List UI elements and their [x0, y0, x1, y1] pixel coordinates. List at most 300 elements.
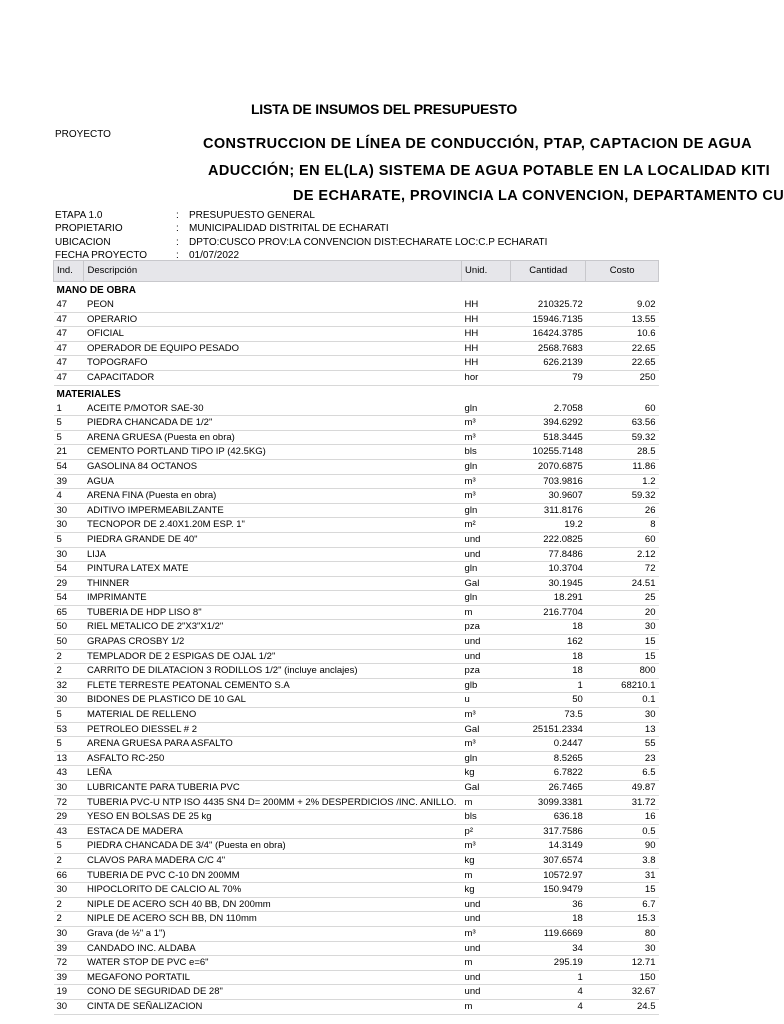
- cell-ind: 47: [54, 356, 84, 371]
- cell-descripcion: CAPACITADOR: [84, 370, 462, 385]
- table-row: [54, 970, 659, 985]
- table-body: [54, 282, 659, 1015]
- cell-cantidad: 317.7586: [511, 824, 586, 839]
- cell-descripcion: GRAPAS CROSBY 1/2: [84, 635, 462, 650]
- cell-descripcion: OPERADOR DE EQUIPO PESADO: [84, 341, 462, 356]
- cell-costo: 250: [586, 370, 659, 385]
- cell-cantidad: 4: [511, 985, 586, 1000]
- cell-descripcion: OPERARIO: [84, 312, 462, 327]
- cell-descripcion: ARENA FINA (Puesta en obra): [84, 489, 462, 504]
- cell-costo: 30: [586, 620, 659, 635]
- cell-descripcion: CARRITO DE DILATACION 3 RODILLOS 1/2" (incluye anclajes): [84, 664, 462, 679]
- cell-costo: 16: [586, 810, 659, 825]
- cell-descripcion: TUBERIA DE HDP LISO 8": [84, 605, 462, 620]
- cell-ind: 47: [54, 298, 84, 312]
- cell-ind: 30: [54, 781, 84, 796]
- cell-costo: 1.2: [586, 474, 659, 489]
- table-row: [54, 941, 659, 956]
- table-row: [54, 737, 659, 752]
- table-row: [54, 620, 659, 635]
- cell-costo: 28.5: [586, 445, 659, 460]
- cell-cantidad: 1: [511, 970, 586, 985]
- cell-costo: 24.51: [586, 576, 659, 591]
- cell-costo: 15: [586, 883, 659, 898]
- cell-ind: 30: [54, 518, 84, 533]
- cell-costo: 12.71: [586, 956, 659, 971]
- cell-ind: 29: [54, 810, 84, 825]
- cell-costo: 60: [586, 402, 659, 416]
- cell-cantidad: 8.5265: [511, 751, 586, 766]
- cell-costo: 31: [586, 868, 659, 883]
- cell-cantidad: 18: [511, 620, 586, 635]
- cell-ind: 53: [54, 722, 84, 737]
- cell-unid: und: [462, 897, 511, 912]
- cell-ind: 4: [54, 489, 84, 504]
- cell-unid: m³: [462, 839, 511, 854]
- table-row: [54, 635, 659, 650]
- cell-costo: 23: [586, 751, 659, 766]
- cell-cantidad: 222.0825: [511, 532, 586, 547]
- cell-descripcion: THINNER: [84, 576, 462, 591]
- table-row: [54, 693, 659, 708]
- cell-costo: 59.32: [586, 430, 659, 445]
- cell-cantidad: 19.2: [511, 518, 586, 533]
- cell-costo: 15.3: [586, 912, 659, 927]
- cell-descripcion: ARENA GRUESA PARA ASFALTO: [84, 737, 462, 752]
- cell-descripcion: CLAVOS PARA MADERA C/C 4": [84, 853, 462, 868]
- table-row: [54, 824, 659, 839]
- cell-costo: 63.56: [586, 416, 659, 431]
- cell-ind: 39: [54, 941, 84, 956]
- cell-unid: HH: [462, 298, 511, 312]
- cell-cantidad: 4: [511, 999, 586, 1014]
- cell-costo: 3.8: [586, 853, 659, 868]
- cell-cantidad: 636.18: [511, 810, 586, 825]
- cell-costo: 90: [586, 839, 659, 854]
- cell-cantidad: 518.3445: [511, 430, 586, 445]
- cell-costo: 800: [586, 664, 659, 679]
- cell-ind: 47: [54, 312, 84, 327]
- cell-unid: m³: [462, 708, 511, 723]
- cell-descripcion: NIPLE DE ACERO SCH 40 BB, DN 200mm: [84, 897, 462, 912]
- cell-cantidad: 394.6292: [511, 416, 586, 431]
- cell-cantidad: 162: [511, 635, 586, 650]
- cell-descripcion: PETROLEO DIESSEL # 2: [84, 722, 462, 737]
- cell-descripcion: RIEL METALICO DE 2"X3"X1/2": [84, 620, 462, 635]
- cell-costo: 13: [586, 722, 659, 737]
- table-row: [54, 722, 659, 737]
- cell-unid: bls: [462, 810, 511, 825]
- cell-unid: kg: [462, 766, 511, 781]
- table-row: [54, 853, 659, 868]
- cell-costo: 11.86: [586, 459, 659, 474]
- cell-unid: HH: [462, 327, 511, 342]
- table-row: [54, 576, 659, 591]
- cell-cantidad: 0.2447: [511, 737, 586, 752]
- table-row: [54, 649, 659, 664]
- cell-ind: 21: [54, 445, 84, 460]
- cell-ind: 47: [54, 370, 84, 385]
- cell-unid: und: [462, 649, 511, 664]
- cell-descripcion: PEON: [84, 298, 462, 312]
- cell-descripcion: YESO EN BOLSAS DE 25 kg: [84, 810, 462, 825]
- cell-cantidad: 30.9607: [511, 489, 586, 504]
- cell-ind: 43: [54, 766, 84, 781]
- cell-unid: und: [462, 970, 511, 985]
- table-row: [54, 489, 659, 504]
- cell-costo: 32.67: [586, 985, 659, 1000]
- cell-unid: gln: [462, 503, 511, 518]
- cell-unid: m³: [462, 489, 511, 504]
- cell-ind: 47: [54, 327, 84, 342]
- cell-costo: 15: [586, 635, 659, 650]
- cell-ind: 1: [54, 402, 84, 416]
- table-row: [54, 532, 659, 547]
- cell-descripcion: TECNOPOR DE 2.40X1.20M ESP. 1": [84, 518, 462, 533]
- cell-ind: 30: [54, 999, 84, 1014]
- cell-costo: 30: [586, 941, 659, 956]
- section-title: MATERIALES: [56, 388, 121, 400]
- cell-cantidad: 2070.6875: [511, 459, 586, 474]
- cell-descripcion: ADITIVO IMPERMEABILZANTE: [84, 503, 462, 518]
- cell-descripcion: PIEDRA GRANDE DE 40": [84, 532, 462, 547]
- cell-cantidad: 30.1945: [511, 576, 586, 591]
- cell-unid: hor: [462, 370, 511, 385]
- table-row: [54, 912, 659, 927]
- cell-cantidad: 18.291: [511, 591, 586, 606]
- cell-cantidad: 295.19: [511, 956, 586, 971]
- table-row: [54, 839, 659, 854]
- cell-ind: 5: [54, 532, 84, 547]
- table-row: [54, 503, 659, 518]
- cell-costo: 20: [586, 605, 659, 620]
- cell-ind: 2: [54, 649, 84, 664]
- cell-costo: 49.87: [586, 781, 659, 796]
- cell-descripcion: CEMENTO PORTLAND TIPO IP (42.5KG): [84, 445, 462, 460]
- cell-costo: 6.7: [586, 897, 659, 912]
- cell-unid: m: [462, 956, 511, 971]
- cell-ind: 5: [54, 416, 84, 431]
- table-row: [54, 664, 659, 679]
- cell-unid: und: [462, 985, 511, 1000]
- cell-descripcion: HIPOCLORITO DE CALCIO AL 70%: [84, 883, 462, 898]
- cell-descripcion: PIEDRA CHANCADA DE 1/2": [84, 416, 462, 431]
- cell-ind: 19: [54, 985, 84, 1000]
- cell-descripcion: BIDONES DE PLASTICO DE 10 GAL: [84, 693, 462, 708]
- cell-unid: m: [462, 605, 511, 620]
- table-row: [54, 810, 659, 825]
- cell-cantidad: 626.2139: [511, 356, 586, 371]
- cell-unid: gln: [462, 562, 511, 577]
- table-row: [54, 795, 659, 810]
- table-row: [54, 518, 659, 533]
- cell-descripcion: ARENA GRUESA (Puesta en obra): [84, 430, 462, 445]
- cell-ind: 39: [54, 970, 84, 985]
- cell-unid: pza: [462, 664, 511, 679]
- cell-ind: 47: [54, 341, 84, 356]
- table-row: [54, 897, 659, 912]
- cell-cantidad: 79: [511, 370, 586, 385]
- cell-cantidad: 18: [511, 664, 586, 679]
- table-row: [54, 708, 659, 723]
- cell-ind: 5: [54, 839, 84, 854]
- section-header-row: [54, 385, 659, 402]
- cell-descripcion: AGUA: [84, 474, 462, 489]
- cell-costo: 24.5: [586, 999, 659, 1014]
- cell-ind: 54: [54, 459, 84, 474]
- cell-ind: 30: [54, 693, 84, 708]
- cell-unid: m³: [462, 926, 511, 941]
- header-descripcion: Descripción: [84, 261, 462, 282]
- cell-cantidad: 25151.2334: [511, 722, 586, 737]
- cell-descripcion: ASFALTO RC-250: [84, 751, 462, 766]
- cell-unid: Gal: [462, 576, 511, 591]
- table-row: [54, 605, 659, 620]
- cell-costo: 31.72: [586, 795, 659, 810]
- cell-costo: 26: [586, 503, 659, 518]
- cell-costo: 72: [586, 562, 659, 577]
- cell-ind: 13: [54, 751, 84, 766]
- header-costo: Costo: [586, 261, 659, 282]
- cell-cantidad: 18: [511, 912, 586, 927]
- table-row: [54, 341, 659, 356]
- cell-unid: HH: [462, 356, 511, 371]
- document-title: LISTA DE INSUMOS DEL PRESUPUESTO: [250, 101, 518, 117]
- cell-cantidad: 10.3704: [511, 562, 586, 577]
- cell-descripcion: IMPRIMANTE: [84, 591, 462, 606]
- table-row: [54, 356, 659, 371]
- cell-unid: und: [462, 547, 511, 562]
- cell-costo: 55: [586, 737, 659, 752]
- cell-descripcion: OFICIAL: [84, 327, 462, 342]
- cell-cantidad: 2.7058: [511, 402, 586, 416]
- cell-costo: 22.65: [586, 341, 659, 356]
- cell-ind: 30: [54, 883, 84, 898]
- table-row: [54, 402, 659, 416]
- table-header-row: [54, 261, 659, 282]
- cell-costo: 80: [586, 926, 659, 941]
- cell-ind: 72: [54, 795, 84, 810]
- cell-descripcion: LIJA: [84, 547, 462, 562]
- cell-unid: u: [462, 693, 511, 708]
- cell-descripcion: TOPOGRAFO: [84, 356, 462, 371]
- table-row: [54, 474, 659, 489]
- cell-cantidad: 703.9816: [511, 474, 586, 489]
- table-row: [54, 751, 659, 766]
- cell-ind: 5: [54, 737, 84, 752]
- cell-ind: 30: [54, 503, 84, 518]
- cell-costo: 15: [586, 649, 659, 664]
- table-row: [54, 312, 659, 327]
- cell-cantidad: 1: [511, 678, 586, 693]
- cell-costo: 0.5: [586, 824, 659, 839]
- table-row: [54, 926, 659, 941]
- insumos-table: [53, 260, 659, 1015]
- header-ind: Ind.: [54, 261, 84, 282]
- cell-ind: 43: [54, 824, 84, 839]
- cell-cantidad: 18: [511, 649, 586, 664]
- cell-unid: und: [462, 912, 511, 927]
- cell-descripcion: PIEDRA CHANCADA DE 3/4" (Puesta en obra): [84, 839, 462, 854]
- cell-cantidad: 150.9479: [511, 883, 586, 898]
- cell-descripcion: ESTACA DE MADERA: [84, 824, 462, 839]
- cell-unid: gln: [462, 591, 511, 606]
- cell-descripcion: CONO DE SEGURIDAD DE 28": [84, 985, 462, 1000]
- cell-costo: 0.1: [586, 693, 659, 708]
- cell-cantidad: 216.7704: [511, 605, 586, 620]
- cell-unid: m³: [462, 474, 511, 489]
- table-row: [54, 327, 659, 342]
- cell-unid: Gal: [462, 781, 511, 796]
- cell-unid: und: [462, 635, 511, 650]
- cell-ind: 29: [54, 576, 84, 591]
- cell-unid: pza: [462, 620, 511, 635]
- cell-unid: und: [462, 532, 511, 547]
- table-row: [54, 868, 659, 883]
- cell-ind: 54: [54, 591, 84, 606]
- cell-unid: m: [462, 795, 511, 810]
- cell-unid: m³: [462, 416, 511, 431]
- cell-costo: 150: [586, 970, 659, 985]
- cell-cantidad: 50: [511, 693, 586, 708]
- cell-unid: m²: [462, 518, 511, 533]
- cell-descripcion: Grava (de ½" a 1"): [84, 926, 462, 941]
- cell-ind: 50: [54, 620, 84, 635]
- cell-cantidad: 3099.3381: [511, 795, 586, 810]
- table-row: [54, 370, 659, 385]
- cell-descripcion: GASOLINA 84 OCTANOS: [84, 459, 462, 474]
- cell-ind: 50: [54, 635, 84, 650]
- cell-descripcion: TUBERIA DE PVC C-10 DN 200MM: [84, 868, 462, 883]
- cell-cantidad: 210325.72: [511, 298, 586, 312]
- cell-ind: 5: [54, 708, 84, 723]
- cell-descripcion: WATER STOP DE PVC e=6": [84, 956, 462, 971]
- cell-ind: 5: [54, 430, 84, 445]
- cell-costo: 60: [586, 532, 659, 547]
- project-label: PROYECTO: [55, 129, 111, 140]
- cell-costo: 22.65: [586, 356, 659, 371]
- cell-cantidad: 26.7465: [511, 781, 586, 796]
- cell-unid: HH: [462, 312, 511, 327]
- header-unid: Unid.: [462, 261, 511, 282]
- table-row: [54, 956, 659, 971]
- cell-unid: gln: [462, 459, 511, 474]
- cell-unid: glb: [462, 678, 511, 693]
- cell-ind: 66: [54, 868, 84, 883]
- table-row: [54, 999, 659, 1014]
- cell-descripcion: CINTA DE SEÑALIZACION: [84, 999, 462, 1014]
- cell-ind: 2: [54, 912, 84, 927]
- cell-cantidad: 10255.7148: [511, 445, 586, 460]
- project-title-line-3: DE ECHARATE, PROVINCIA LA CONVENCION, DEPARTAMENTO CU: [293, 188, 784, 204]
- cell-unid: kg: [462, 853, 511, 868]
- cell-cantidad: 73.5: [511, 708, 586, 723]
- cell-ind: 30: [54, 926, 84, 941]
- cell-cantidad: 15946.7135: [511, 312, 586, 327]
- cell-cantidad: 36: [511, 897, 586, 912]
- cell-cantidad: 311.8176: [511, 503, 586, 518]
- document-page: LISTA DE INSUMOS DEL PRESUPUESTO PROYECTO CONSTRUCCION DE LÍNEA DE CONDUCCIÓN, PTAP, CAPTACION DE AGUA ADUCCIÓN; EN EL(LA) SISTEMA DE AGUA POTABLE EN LA LOCALIDAD KITI DE ECHARATE, PROVINCIA LA CONVENCION, DEPARTAMENTO CU ETAPA 1.0 : PRESUPUESTO GENERAL PROPIETARIO : MUNICIPALIDAD DISTRITAL DE ECHARATI UBICACION : DPTO:CUSCO PROV:LA CONVENCION DIST:ECHARATE LOC:C.P ECHARATI FECHA PROYECTO : 01/07/2022 Ind. Descripción Unid. Cantidad Costo MANO DE OBRA 47 PEON HH 210325.72 9.02 47 OPERARIO HH 15946.7135 13.55 47 OFICIAL HH 16424.3785 10.6 47 OPERADOR DE EQUIPO PESADO HH 2568.7683 22.65 47 TOPOGRAFO HH 626.2139 22.65 47 CAPACITADOR hor 79 250 MATERIALES 1 ACEITE P/MOTOR SAE-30 gln 2.7058 60 5 PIEDRA CHANCADA DE 1/2" m³ 394.6292 63.56 5 ARENA GRUESA (Puesta en obra) m³ 518.3445 59.32 21 CEMENTO PORTLAND TIPO IP (42.5KG) bls 10255.7148 28.5 54 GASOLINA 84 OCTANOS gln 2070.6875 11.86 39 AGUA m³ 703.9816 1.2 4 ARENA FINA (Puesta en obra) m³ 30.9607 59.32 30 ADITIVO IMPERMEABILZANTE gln 311.8176 26 30 TECNOPOR DE 2.40X1.20M ESP. 1" m² 19.2 8 5 PIEDRA GRANDE DE 40" und 222.0825 60 30 LIJA und 77.8486 2.12 54 PINTURA LATEX MATE gln 10.3704 72 29 THINNER Gal 30.1945 24.51 54 IMPRIMANTE gln 18.291 25 65 TUBERIA DE HDP LISO 8" m 216.7704 20 50 RIEL METALICO DE 2"X3"X1/2" pza 18 30 50 GRAPAS CROSBY 1/2 und 162 15 2 TEMPLADOR DE 2 ESPIGAS DE OJAL 1/2" und 18 15 2 CARRITO DE DILATACION 3 RODILLOS 1/2" (incluye anclajes) pza 18 800 32 FLETE TERRESTE PEATONAL CEMENTO S.A glb 1 68210.1 30 BIDONES DE PLASTICO DE 10 GAL u 50 0.1 5 MATERIAL DE RELLENO m³ 73.5 30 53 PETROLEO DIESSEL # 2 Gal 25151.2334 13 5 ARENA GRUESA PARA ASFALTO m³ 0.2447 55 13 ASFALTO RC-250 gln 8.5265 23 43 LEÑA kg 6.7822 6.5 30 LUBRICANTE PARA TUBERIA PVC Gal 26.7465 49.87 72 TUBERIA PVC-U NTP ISO 4435 SN4 D= 200MM + 2% DESPERDICIOS /INC. ANILLO. m 3099.3381 31.72 29 YESO EN BOLSAS DE 25 kg bls 636.18 16 43 ESTACA DE MADERA p² 317.7586 0.5 5 PIEDRA CHANCADA DE 3/4" (Puesta en obra) m³ 14.3149 90 2 CLAVOS PARA MADERA C/C 4" kg 307.6574 3.8 66 TUBERIA DE PVC C-10 DN 200MM m 10572.97 31 30 HIPOCLORITO DE CALCIO AL 70% kg 150.9479 15 2 NIPLE DE ACERO SCH 40 BB, DN 200mm und 36 6.7 2 NIPLE DE ACERO SCH BB, DN 110mm und 18 15.3 30 Grava (de ½" a 1") m³ 119.6669 80 39 CANDADO INC. ALDABA und 34 30 72 WATER STOP DE PVC e=6" m 295.19 12.71 39 MEGAFONO PORTATIL und 1 150 19 CONO DE SEGURIDAD DE 28" und 4 32.67 30 CINTA DE SEÑALIZACION m 4 24.5: [0, 0, 768, 1024]
- cell-costo: 10.6: [586, 327, 659, 342]
- section-header-row: [54, 282, 659, 299]
- table-row: [54, 416, 659, 431]
- cell-ind: 2: [54, 664, 84, 679]
- cell-ind: 32: [54, 678, 84, 693]
- cell-ind: 72: [54, 956, 84, 971]
- cell-cantidad: 14.3149: [511, 839, 586, 854]
- cell-costo: 68210.1: [586, 678, 659, 693]
- cell-costo: 2.12: [586, 547, 659, 562]
- cell-unid: bls: [462, 445, 511, 460]
- table-row: [54, 562, 659, 577]
- cell-ind: 65: [54, 605, 84, 620]
- cell-unid: Gal: [462, 722, 511, 737]
- cell-descripcion: ACEITE P/MOTOR SAE-30: [84, 402, 462, 416]
- cell-unid: m: [462, 868, 511, 883]
- cell-cantidad: 16424.3785: [511, 327, 586, 342]
- cell-unid: gln: [462, 751, 511, 766]
- table-row: [54, 547, 659, 562]
- cell-unid: m³: [462, 430, 511, 445]
- project-title-line-1: CONSTRUCCION DE LÍNEA DE CONDUCCIÓN, PTAP, CAPTACION DE AGUA: [203, 136, 752, 152]
- header-cantidad: Cantidad: [511, 261, 586, 282]
- cell-descripcion: FLETE TERRESTE PEATONAL CEMENTO S.A: [84, 678, 462, 693]
- table-row: [54, 985, 659, 1000]
- table-row: [54, 883, 659, 898]
- table-row: [54, 766, 659, 781]
- cell-cantidad: 307.6574: [511, 853, 586, 868]
- section-title: MANO DE OBRA: [56, 285, 136, 296]
- cell-descripcion: MATERIAL DE RELLENO: [84, 708, 462, 723]
- cell-ind: 54: [54, 562, 84, 577]
- cell-unid: kg: [462, 883, 511, 898]
- project-title-line-2: ADUCCIÓN; EN EL(LA) SISTEMA DE AGUA POTABLE EN LA LOCALIDAD KITI: [208, 163, 771, 179]
- cell-costo: 6.5: [586, 766, 659, 781]
- cell-cantidad: 34: [511, 941, 586, 956]
- table-row: [54, 678, 659, 693]
- table-row: [54, 591, 659, 606]
- table-row: [54, 298, 659, 312]
- table-row: [54, 459, 659, 474]
- cell-descripcion: PINTURA LATEX MATE: [84, 562, 462, 577]
- cell-unid: p²: [462, 824, 511, 839]
- table-row: [54, 445, 659, 460]
- cell-unid: m: [462, 999, 511, 1014]
- cell-cantidad: 2568.7683: [511, 341, 586, 356]
- table-row: [54, 430, 659, 445]
- cell-descripcion: TEMPLADOR DE 2 ESPIGAS DE OJAL 1/2": [84, 649, 462, 664]
- cell-descripcion: CANDADO INC. ALDABA: [84, 941, 462, 956]
- cell-cantidad: 77.8486: [511, 547, 586, 562]
- cell-ind: 30: [54, 547, 84, 562]
- cell-descripcion: MEGAFONO PORTATIL: [84, 970, 462, 985]
- cell-unid: m³: [462, 737, 511, 752]
- cell-ind: 39: [54, 474, 84, 489]
- cell-cantidad: 10572.97: [511, 868, 586, 883]
- cell-cantidad: 119.6669: [511, 926, 586, 941]
- cell-costo: 13.55: [586, 312, 659, 327]
- cell-unid: gln: [462, 402, 511, 416]
- table-row: [54, 781, 659, 796]
- cell-descripcion: NIPLE DE ACERO SCH BB, DN 110mm: [84, 912, 462, 927]
- cell-unid: HH: [462, 341, 511, 356]
- cell-ind: 2: [54, 897, 84, 912]
- cell-costo: 8: [586, 518, 659, 533]
- cell-descripcion: TUBERIA PVC-U NTP ISO 4435 SN4 D= 200MM + 2% DESPERDICIOS /INC. ANILLO.: [84, 795, 462, 810]
- cell-ind: 2: [54, 853, 84, 868]
- cell-unid: und: [462, 941, 511, 956]
- cell-cantidad: 6.7822: [511, 766, 586, 781]
